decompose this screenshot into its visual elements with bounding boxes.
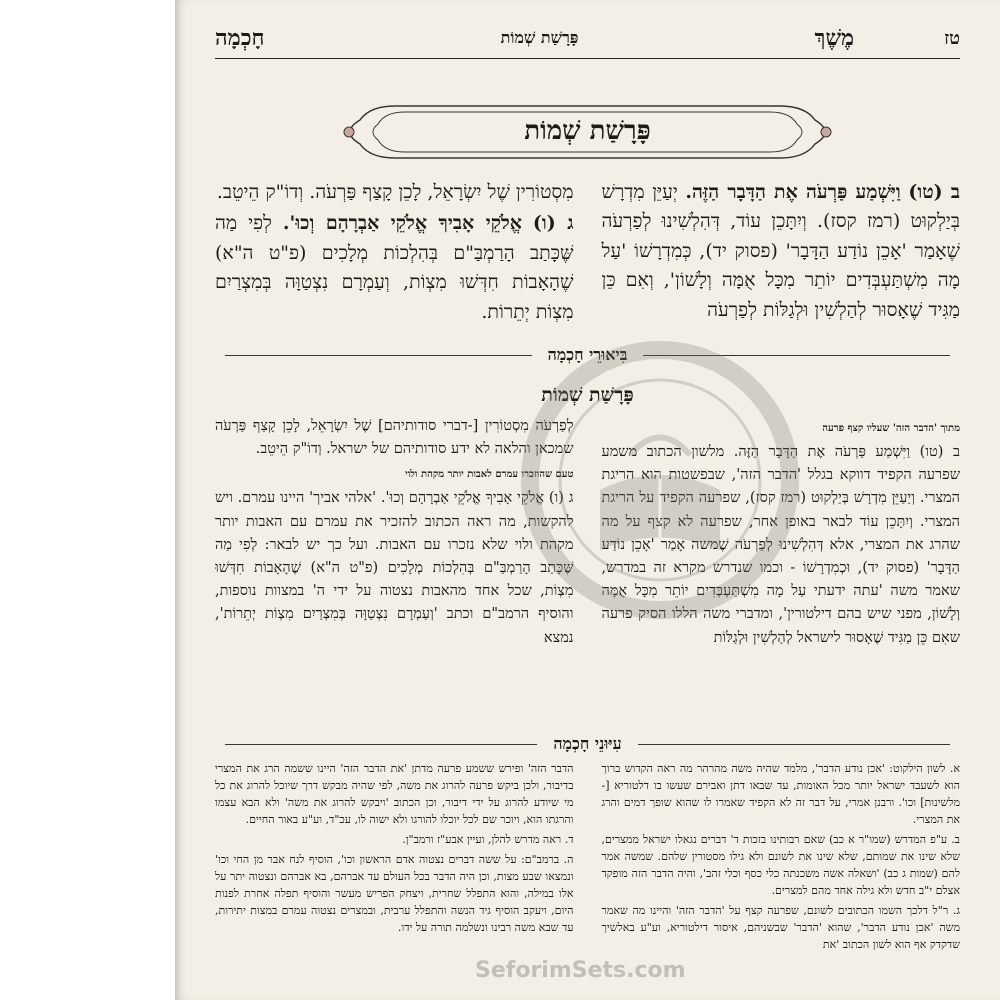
main-text-right-column [602,178,961,329]
section-divider-label: עִיּוּנֵי חָכְמָה [553,734,622,753]
verse-marker: ג (ו) [532,212,574,235]
main-paragraph [215,178,574,207]
book-page [175,0,1000,1000]
footnote: ה. ברמב"ם: על ששה דברים נצטוה אדם הראשון וכו', הוסיף לנח אבר מן החי וכו' ונמצאו שבע מצות, וכן היה הדבר בכל העולם עד אברהם, בא אברהם ונצטוה יתר על אלו במילה, והוא התפלל שחרית, ויצחק הפריש מעשר והוסיף תפלה אחרת לפנות היום, ויעקב הוסיף גיד הנשה והתפלל ערבית, ובמצרים נצטוה עמרם במצות יתירות, עד שבא משה רבינו ונשלמה תורה על ידו. [215,853,574,935]
commentary-paragraph: לְפַרְעֹה מִסְטוֹרִין [-דברי סודותיהם] שֶׁל יִשְׂרָאֵל, לָכֵן קָצַף פַּרְעֹה שמכאן והלאה לא ידע סודותיהם של ישראל. וְדוֹ"ק הֵיטֵב. [215,418,574,458]
footnote: ב. ע"פ המדרש (שמו"ר א כב) שאם רבותינו בזכות ד' דברים נגאלו ישראל ממצרים, שלא שינו את שמותם, שלא שינו את לשונם ולא גילו מסטורין שלהם. שמשה אמר להם (שמות ג כב) 'ושאלה אשה משכנתה כלי כסף וכלי זהב', והיה הדבר הזה מופקד אצלם י"ב חדש ולא גילה אחד מהם למצרים. [601,833,960,898]
header-book-title-left: חָכְמָה [215,25,265,51]
header-rule [215,58,960,59]
main-text [215,178,960,329]
paragraph-text: יְעַיֵּן מִדְרָשׁ בְּיַלְקוּט (רמז קסז). וְיִתָּכֵן עוֹד, דְּהִלְשִׁינוּ לְפַרְעֹה שֶׁאָמַר 'אָכֵן נוֹדַע הַדָּבָר' (פסוק יד), כְּמִדְרָשׁוֹ 'עַל מָה מִשְׁתַּעְבְּדִים יוֹתֵר מִכָּל אֻמָּה וְלָשׁוֹן', וְאִם כֵּן מַגִּיד שֶׁאָסוּר לְהַלְשִׁין וּלְגַלּוֹת לְפַרְעֹה [601,181,960,321]
dibbur-hamatchil: וַיִּשְׁמַע פַּרְעֹה אֶת הַדָּבָר הַזֶּה. [685,181,901,203]
side-topic-tag: מתוך 'הדבר הזה' שעליו קצף פרעה [822,423,960,434]
parsha-banner [335,100,840,164]
commentary-paragraph: ג (ו) אֱלֹקֵי אָבִיךָ אֱלֹקֵי אַבְרָהָם וְכוּ'. 'אלהי אביך' היינו עמרם. ויש להקשות, מה ראה הכתוב להזכיר את עמרם עם האבות יותר מקהת ולוי שלא נזכרו עם האבות. ועל כך יש לבאר: לְפִי מַה שֶּׁכָּתַב הָרַמְבַּ"ם בְּהִלְכוֹת מְלָכִים (פ"ט ה"א) שֶׁהָאָבוֹת חִדְּשׁוּ מִצְוֹת, שכל אחד מהאבות נצטוה על ידי ה' במצוות נוספות, והוסיף הרמב"ם וכתב 'וְעַמְרָם נִצְטַוָּה בְּמִצְרַיִם מִצְוֹת יְתֵרוֹת', נמצא [215,490,574,646]
paragraph-text: לְפִי מַה שֶּׁכָּתַב הָרַמְבַּ"ם בְּהִלְכוֹת מְלָכִים (פ"ט ה"א) שֶׁהָאָבוֹת חִדְּשׁוּ מִצְוֹת, וְעַמְרָם נִצְטַוָּה בְּמִצְרַיִם מִצְוֹת יְתֵרוֹת. [215,212,574,323]
header-right-group [815,25,960,51]
commentary-paragraph: ב (טו) וַיִּשְׁמַע פַּרְעֹה אֶת הַדָּבָר הַזֶּה. מלשון הכתוב משמע שפרעה הקפיד דווקא בגלל 'הדבר הזה', שבפשטות הוא הריגת המצרי. וְיַעַיֵּן מִדְרָשׁ בְּיַלְקוּט (רמז קסז), שפרעה הקפיד על הריגת המצרי. וְיִתָּכֵן עוֹד לבאר באופן אחר, שפרעה לא קצף על מה שהרג את המצרי, אלא דְּהִלְשִׁינוּ לְפַרְעֹה שֶׁמשה אָמַר 'אָכֵן נוֹדַע הַדָּבָר' (פסוק יד), וּכְמִדְרָשׁוֹ - וכמו שנדרש מקרא זה במדרש, שאמר משה 'עתה ידעתי עַל מָה מִשְׁתַּעְבְּדִים יוֹתֵר מִכָּל אֻמָּה וְלָשׁוֹן, מפני שיש בהם דילטורין', ומדברי משה הללו הסיק פרעה שאִם כֵּן מַגִּיד שֶׁאָסוּר לישראל לְהַלְשִׁין וּלְגַלּוֹת [601,444,960,646]
main-paragraph [602,178,961,325]
footnote: הדבר הזה' ופירש ששמע פרעה מדתן 'את הדבר הזה' היינו ששמה הרג את המצרי בדיבור, ולכן ביקש פרעה להרוג את משה, לפי שהיה מבקש דרך שיוכל להרוג את כל מי שיודע להרוג על ידי דיבור, וכן הכתוב 'ויבקש להרוג את משה' ולא הבא עצמו והרגתו הוא, ויוכר שם לכל יוכלו להורגו ולא ישוה לו, עכ"ד, וע"ע באור החיים. [215,762,574,827]
running-header [215,22,960,54]
footnote: ג. ר"ל דלכך השמו הכתובים לשונם, שפרעה קצף על 'הדבר הזה' והיינו מה שאמר משה 'אכן נודע הדבר', שהוא 'הדבר' שבשניהם, איסור דילטוריא, וע"ע באלשיך שדקדק אף הוא לשון הכתוב 'את [601,904,960,952]
section-divider-biurei [215,345,960,365]
section-divider-label: בִּיאוּרֵי חָכְמָה [547,345,628,364]
page-content [215,0,960,1000]
watermark-url: SeforimSets.com [475,958,686,983]
footnote: ד. ראה מדרש להלן, ועיין אבע"ז ורמב"ן. [402,833,574,847]
footnotes-left-column [215,760,574,957]
commentary-text [215,415,960,654]
header-parsha-name: פָּרָשַׁת שְׁמוֹת [500,28,579,47]
paragraph-text: מִסְטוֹרִין שֶׁל יִשְׂרָאֵל, לָכֵן קָצַף פַּרְעֹה. וְדוֹ"ק הֵיטֵב. [216,181,574,203]
dibbur-hamatchil: אֱלֹקֵי אָבִיךָ אֱלֹקֵי אַבְרָהָם וְכוּ'. [282,212,522,235]
side-topic-tag: טעם שהוזכרו עמרם לאבות יותר מקהת ולוי [405,469,574,481]
page-number: טז [944,27,960,49]
footnotes-right-column [602,760,961,957]
verse-marker: ב (טו) [908,181,960,203]
footnotes [215,760,960,957]
parsha-banner-title: פָּרָשַׁת שְׁמוֹת [524,116,651,146]
footnote: א. לשון הילקוט: 'אכן נודע הדבר', מלמד שהיה משה מהרהר מה ראה הקדוש ברוך הוא לשעבד ישראל יותר מכל האומות, עד שבאו דתן ואבירם שעשו בו דלטוריא [-מלשינות] וכו'. ורבנן אמרי, על דבר זה לא הקפיד שאמרו לו שהוא שופך דמים והרג את המצרי. [601,762,960,827]
main-text-left-column [215,178,574,329]
commentary-left-column [215,415,574,654]
commentary-subheading: פָּרָשַׁת שְׁמוֹת [541,384,634,406]
section-divider-iyunei [215,734,960,754]
main-paragraph [215,209,574,327]
header-book-title-right: מֶשֶׁךְ [814,25,855,51]
commentary-right-column [602,415,961,654]
